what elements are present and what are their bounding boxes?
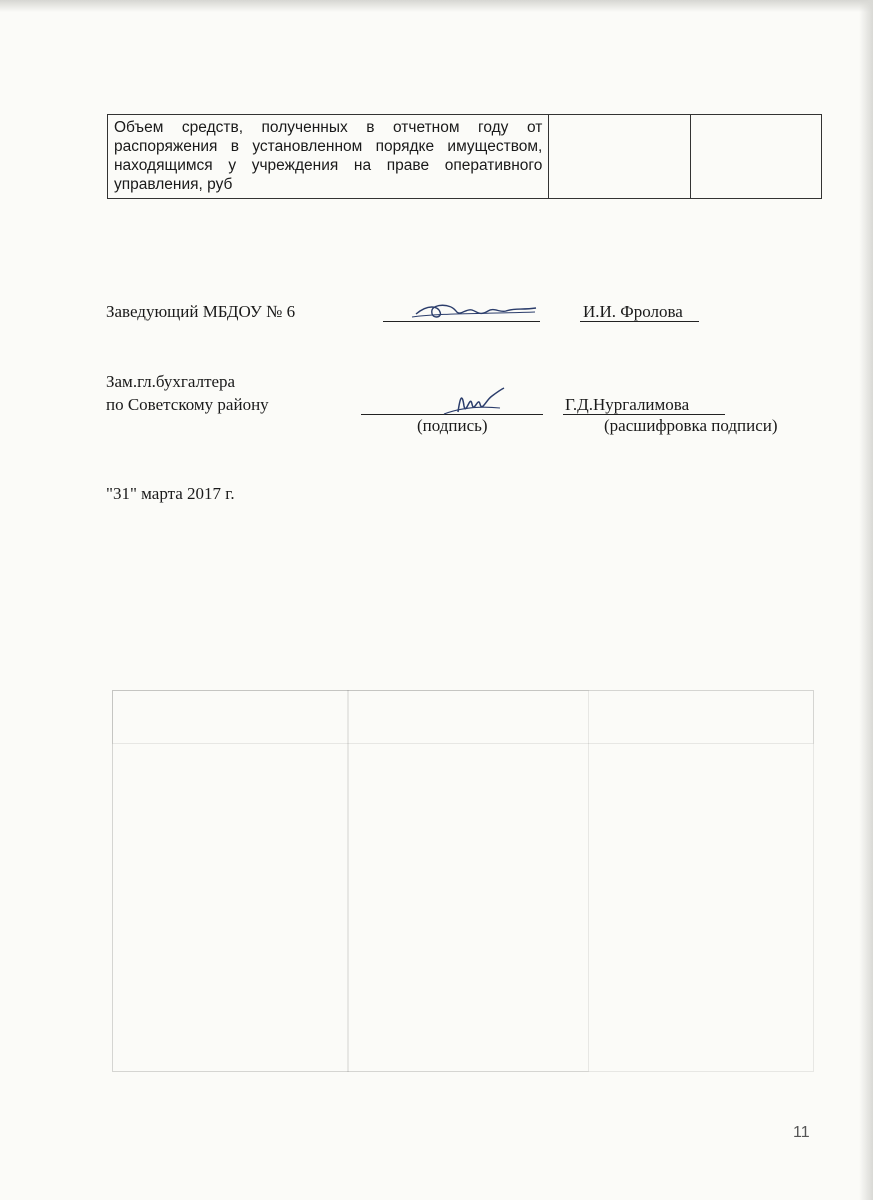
head-position: Заведующий МБДОУ № 6 <box>106 302 296 321</box>
head-name: И.И. Фролова <box>583 302 683 321</box>
scan-edge-right <box>859 0 873 1200</box>
accountant-name-underline <box>563 414 725 415</box>
signature-decoding-caption: (расшифровка подписи) <box>604 416 778 435</box>
page-number: 11 <box>793 1124 810 1141</box>
accountant-name: Г.Д.Нургалимова <box>565 395 690 414</box>
document-date: "31" марта 2017 г. <box>106 484 235 503</box>
row-label: Объем средств, полученных в отчетном году от распоряжения в установленном порядке имуществом, находящимся у учреждения на праве оперативного управления, руб <box>108 115 549 199</box>
value-cell-1 <box>549 115 691 199</box>
signature-caption: (подпись) <box>417 416 488 435</box>
scan-edge-top <box>0 0 873 12</box>
value-cell-2 <box>691 115 822 199</box>
property-income-table <box>107 114 822 199</box>
head-name-underline <box>580 321 699 322</box>
table-row <box>108 115 822 199</box>
accountant-position-line1: Зам.гл.бухгалтера <box>106 372 236 391</box>
accountant-position-line2: по Советскому району <box>106 395 269 414</box>
head-handwritten-signature <box>410 298 540 326</box>
